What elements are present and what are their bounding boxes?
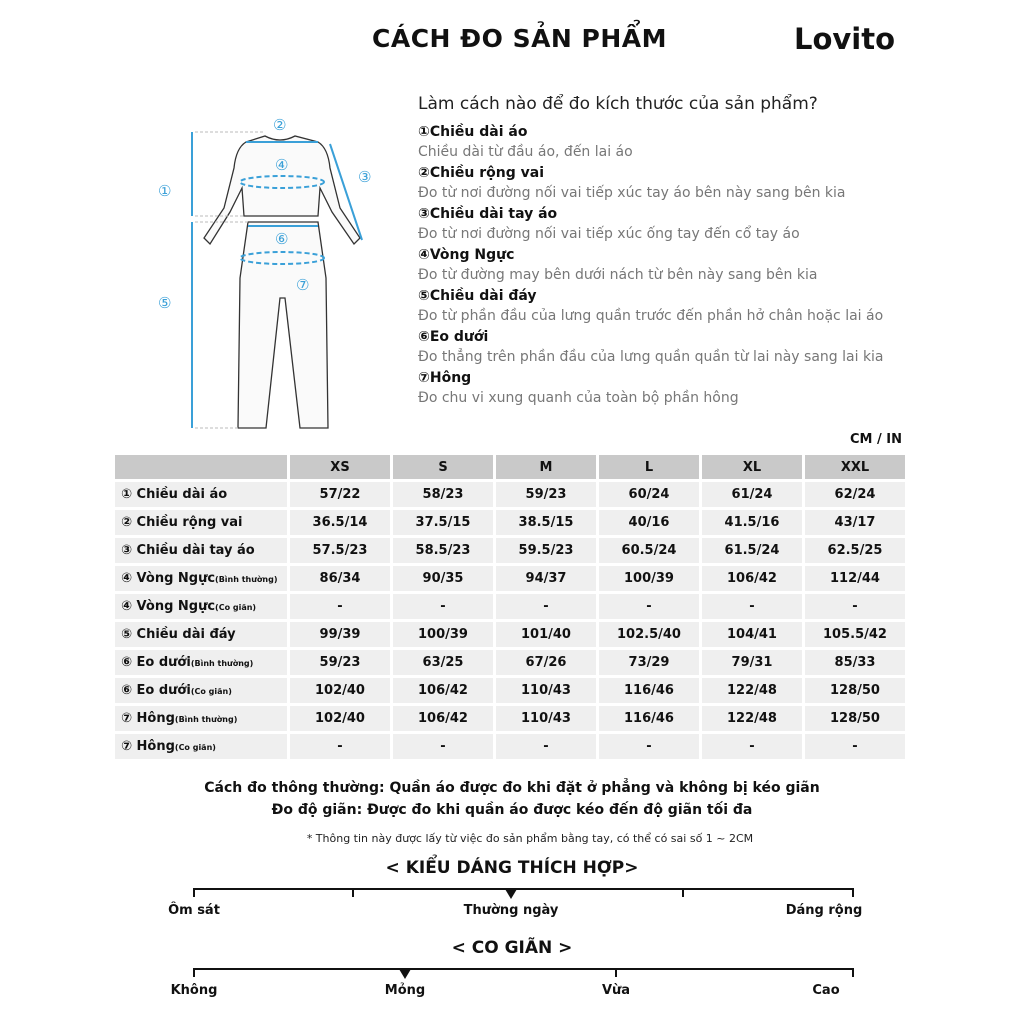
size-header-xxl: XXL	[805, 455, 905, 479]
table-cell: 62/24	[805, 482, 905, 507]
row-label	[115, 622, 287, 647]
table-cell: -	[290, 594, 390, 619]
table-row	[115, 706, 905, 731]
table-cell: 57/22	[290, 482, 390, 507]
table-cell: -	[805, 734, 905, 759]
stretch-scale-marker	[399, 969, 411, 979]
table-cell: 101/40	[496, 622, 596, 647]
table-cell: 104/41	[702, 622, 802, 647]
table-cell: 57.5/23	[290, 538, 390, 563]
row-label	[115, 538, 287, 563]
table-cell: 122/48	[702, 678, 802, 703]
measurement-diagram	[140, 108, 410, 438]
table-cell: 122/48	[702, 706, 802, 731]
table-cell: 43/17	[805, 510, 905, 535]
label-4: ④	[275, 156, 289, 174]
table-cell: 99/39	[290, 622, 390, 647]
table-cell: 60/24	[599, 482, 699, 507]
table-cell: 85/33	[805, 650, 905, 675]
guide-item	[418, 163, 918, 203]
table-cell: 100/39	[599, 566, 699, 591]
size-header-xl: XL	[702, 455, 802, 479]
table-cell: 102/40	[290, 706, 390, 731]
row-label-qualifier: (Co giãn)	[174, 743, 216, 752]
table-cell: 100/39	[393, 622, 493, 647]
guide-item	[418, 204, 918, 244]
guide-item	[418, 286, 918, 326]
table-cell: -	[496, 594, 596, 619]
table-cell: 58.5/23	[393, 538, 493, 563]
table-cell: 73/29	[599, 650, 699, 675]
table-cell: 116/46	[599, 678, 699, 703]
table-row	[115, 594, 905, 619]
label-5: ⑤	[158, 294, 172, 312]
row-label-qualifier: (Bình thường)	[174, 715, 238, 724]
table-cell: 59/23	[496, 482, 596, 507]
table-cell: 116/46	[599, 706, 699, 731]
size-header-m: M	[496, 455, 596, 479]
guide-item-desc: Đo từ phần đầu của lưng quần trước đến phần hở chân hoặc lai áo	[418, 308, 884, 324]
table-cell: 38.5/15	[496, 510, 596, 535]
stretch-label-none: Không	[170, 983, 218, 998]
table-cell: 36.5/14	[290, 510, 390, 535]
guide-item-desc: Đo thẳng trên phần đầu của lưng quần quần từ lai này sang lai kia	[418, 349, 884, 365]
row-label-text: ⑥ Eo dưới	[121, 683, 191, 698]
row-label-qualifier: (Co giãn)	[215, 603, 257, 612]
guide-item	[418, 245, 918, 285]
measurement-guide	[418, 94, 918, 409]
unit-label: CM / IN	[850, 432, 902, 447]
table-row	[115, 650, 905, 675]
row-label	[115, 510, 287, 535]
fit-label-regular: Thường ngày	[463, 903, 559, 918]
guide-item-title: ⑥Eo dưới	[418, 329, 489, 345]
label-7: ⑦	[296, 276, 310, 294]
stretch-scale-tick	[193, 968, 195, 977]
stretch-label-thin: Mỏng	[384, 983, 426, 998]
page-title: CÁCH ĐO SẢN PHẨM	[372, 24, 668, 53]
stretch-label-high: Cao	[812, 983, 840, 998]
table-row	[115, 566, 905, 591]
label-3: ③	[358, 168, 372, 186]
label-1: ①	[158, 182, 172, 200]
table-cell: 128/50	[805, 678, 905, 703]
row-label-text: ⑦ Hông	[121, 739, 175, 754]
table-cell: 40/16	[599, 510, 699, 535]
guide-item-desc: Đo từ nơi đường nối vai tiếp xúc ống tay đến cổ tay áo	[418, 226, 800, 242]
table-cell: 90/35	[393, 566, 493, 591]
label-2: ②	[273, 116, 287, 134]
note-stretch-measure: Đo độ giãn: Được đo khi quần áo được kéo đến độ giãn tối đa	[271, 802, 753, 818]
table-cell: 67/26	[496, 650, 596, 675]
label-6: ⑥	[275, 230, 289, 248]
fit-label-tight: Ôm sát	[168, 903, 220, 918]
table-cell: -	[805, 594, 905, 619]
guide-item	[418, 327, 918, 367]
table-row	[115, 538, 905, 563]
row-label	[115, 706, 287, 731]
stretch-scale-tick	[852, 968, 854, 977]
guide-item-desc: Đo từ đường may bên dưới nách từ bên này sang bên kia	[418, 267, 818, 283]
guide-item-desc: Đo chu vi xung quanh của toàn bộ phần hông	[418, 390, 739, 406]
guide-item-desc: Đo từ nơi đường nối vai tiếp xúc tay áo bên này sang bên kia	[418, 185, 846, 201]
fit-scale-tick	[852, 888, 854, 897]
table-cell: 41.5/16	[702, 510, 802, 535]
guide-item-title: ②Chiều rộng vai	[418, 165, 544, 181]
table-row	[115, 510, 905, 535]
guide-item-title: ⑤Chiều dài đáy	[418, 288, 537, 304]
size-header-s: S	[393, 455, 493, 479]
row-label-text: ⑦ Hông	[121, 711, 175, 726]
row-label-text: ④ Vòng Ngực	[121, 571, 216, 586]
fit-label-loose: Dáng rộng	[785, 903, 863, 918]
table-cell: 86/34	[290, 566, 390, 591]
row-label-text: ③ Chiều dài tay áo	[121, 543, 255, 558]
note-normal-measure: Cách đo thông thường: Quần áo được đo khi đặt ở phẳng và không bị kéo giãn	[204, 780, 820, 796]
row-label-text: ② Chiều rộng vai	[121, 515, 243, 530]
table-cell: -	[599, 734, 699, 759]
row-label	[115, 678, 287, 703]
row-label	[115, 594, 287, 619]
stretch-scale-tick	[615, 968, 617, 977]
table-cell: 105.5/42	[805, 622, 905, 647]
table-cell: 94/37	[496, 566, 596, 591]
size-header-xs: XS	[290, 455, 390, 479]
size-header-l: L	[599, 455, 699, 479]
table-cell: 60.5/24	[599, 538, 699, 563]
fit-scale-tick	[352, 888, 354, 897]
table-cell: 106/42	[393, 678, 493, 703]
guide-item-desc: Chiều dài từ đầu áo, đến lai áo	[418, 144, 633, 160]
table-cell: 112/44	[805, 566, 905, 591]
table-row	[115, 622, 905, 647]
table-cell: -	[702, 734, 802, 759]
table-cell: 102/40	[290, 678, 390, 703]
table-cell: 62.5/25	[805, 538, 905, 563]
table-cell: 59.5/23	[496, 538, 596, 563]
table-cell: -	[702, 594, 802, 619]
row-label-text: ④ Vòng Ngực	[121, 599, 216, 614]
stretch-scale-title: < CO GIÃN >	[451, 938, 573, 958]
table-cell: 59/23	[290, 650, 390, 675]
guide-item-title: ④Vòng Ngực	[418, 247, 515, 263]
row-label-text: ⑥ Eo dưới	[121, 655, 191, 670]
fit-scale-line	[194, 888, 854, 890]
fit-scale-tick	[193, 888, 195, 897]
table-cell: 106/42	[393, 706, 493, 731]
table-cell: 37.5/15	[393, 510, 493, 535]
table-body	[115, 482, 905, 759]
guide-item	[418, 368, 918, 408]
table-cell: 128/50	[805, 706, 905, 731]
guide-item-title: ⑦Hông	[418, 370, 472, 386]
guide-item	[418, 122, 918, 162]
row-label-text: ⑤ Chiều dài đáy	[121, 627, 236, 642]
table-cell: 61/24	[702, 482, 802, 507]
fit-scale-title: < KIỂU DÁNG THÍCH HỢP>	[385, 858, 639, 878]
table-cell: -	[496, 734, 596, 759]
table-row	[115, 482, 905, 507]
fit-scale-marker	[505, 889, 517, 899]
guide-heading: Làm cách nào để đo kích thước của sản phẩm?	[418, 94, 818, 114]
fit-scale-tick	[682, 888, 684, 897]
table-cell: -	[393, 734, 493, 759]
table-row	[115, 734, 905, 759]
row-label	[115, 482, 287, 507]
row-label	[115, 734, 287, 759]
table-cell: -	[599, 594, 699, 619]
row-label-text: ① Chiều dài áo	[121, 487, 228, 502]
table-header-corner	[115, 455, 287, 479]
stretch-scale-line	[194, 968, 854, 970]
table-cell: 110/43	[496, 678, 596, 703]
stretch-label-medium: Vừa	[601, 983, 631, 998]
row-label	[115, 650, 287, 675]
table-cell: 61.5/24	[702, 538, 802, 563]
note-disclaimer: * Thông tin này được lấy từ việc đo sản phẩm bằng tay, có thể có sai số 1 ~ 2CM	[306, 832, 754, 845]
table-cell: 102.5/40	[599, 622, 699, 647]
table-cell: 58/23	[393, 482, 493, 507]
table-header-row	[115, 455, 905, 479]
table-cell: 63/25	[393, 650, 493, 675]
row-label	[115, 566, 287, 591]
table-cell: 79/31	[702, 650, 802, 675]
guide-item-title: ③Chiều dài tay áo	[418, 206, 558, 222]
table-cell: -	[393, 594, 493, 619]
brand-logo: Lovito	[794, 22, 896, 56]
row-label-qualifier: (Bình thường)	[190, 659, 254, 668]
table-row	[115, 678, 905, 703]
table-cell: 110/43	[496, 706, 596, 731]
table-cell: -	[290, 734, 390, 759]
size-table	[112, 452, 908, 762]
row-label-qualifier: (Co giãn)	[190, 687, 232, 696]
table-cell: 106/42	[702, 566, 802, 591]
row-label-qualifier: (Bình thường)	[215, 575, 278, 584]
guide-item-title: ①Chiều dài áo	[418, 124, 528, 140]
